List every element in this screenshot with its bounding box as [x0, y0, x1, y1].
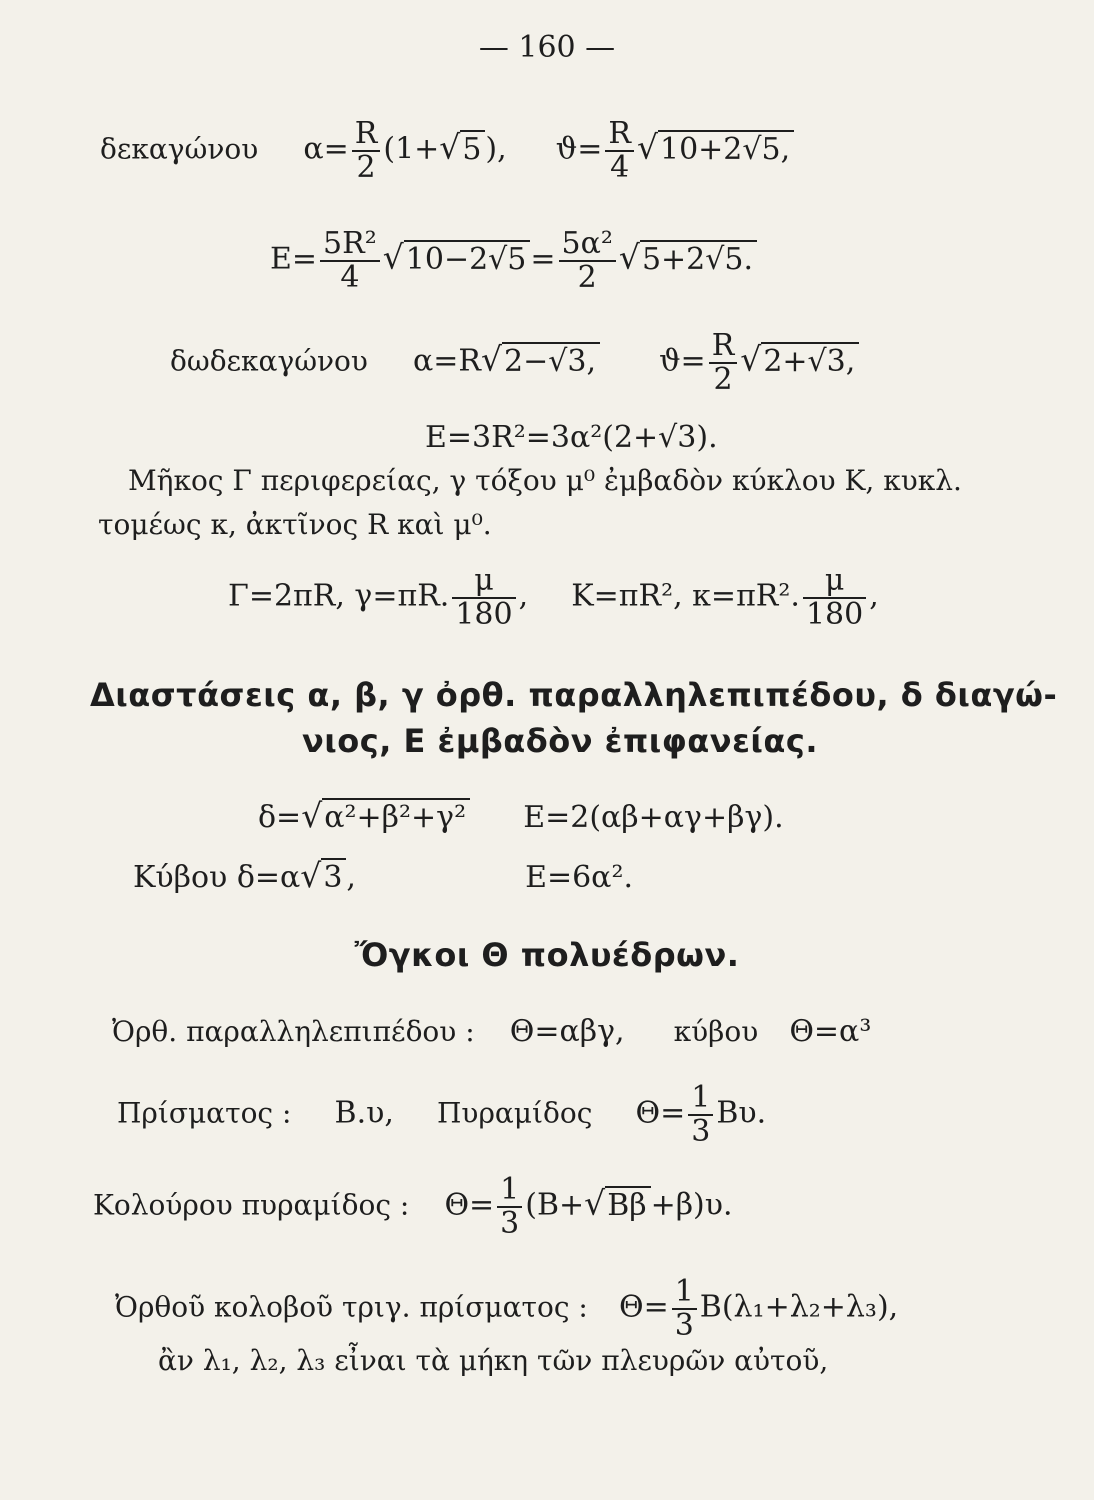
cube-formula: Κύβου δ=α√3 , E=6α². — [133, 856, 634, 895]
fraction: $\frac{\text{5R²}}{4}$ — [320, 228, 380, 293]
diagonal-formula: δ=√α²+β²+γ² E=2(αβ+αγ+βγ). — [258, 796, 784, 835]
decagon-side-formula: δεκαγώνου α= $\frac{R}{2}$ (1+√5 ), ϑ= $\frac{R}{4}$ √10+2√5, — [100, 118, 794, 183]
fraction: $\frac{R}{2}$ — [352, 118, 381, 183]
page-number: — 160 — — [478, 30, 616, 65]
fraction: $\frac{R}{2}$ — [709, 330, 738, 395]
fraction: $\frac{\mu}{180}$ — [452, 565, 515, 630]
fraction: $\frac{1}{3}$ — [672, 1276, 697, 1341]
section-heading-volumes: Ὄγκοι Θ πολυέδρων. — [354, 936, 740, 974]
circle-formulas: Γ=2πR, γ=πR. $\frac{\mu}{180}$ , K=πR², κ=πR². $\frac{\mu}{180}$ , — [228, 563, 879, 632]
section-heading-parallelepiped-line1: Διαστάσεις α, β, γ ὀρθ. παραλληλεπιπέδου, δ διαγώ- — [90, 676, 1058, 714]
fraction: $\frac{1}{3}$ — [497, 1174, 522, 1239]
prism-pyramid-volume: Πρίσματος : B.υ, Πυραμίδος Θ= $\frac{1}{3}$ Bυ. — [117, 1080, 767, 1149]
circle-description-line2: τομέως κ, ἀκτῖνος R καὶ μ⁰. — [98, 508, 492, 541]
fraction: $\frac{1}{3}$ — [688, 1082, 713, 1147]
truncated-prism-volume: Ὀρθοῦ κολοβοῦ τριγ. πρίσματος : Θ= $\frac{1}{3}$ B(λ₁+λ₂+λ₃), — [115, 1274, 899, 1343]
dodecagon-label: δωδεκαγώνου — [170, 344, 368, 378]
section-heading-parallelepiped-line2: νιος, Ε ἐμβαδὸν ἐπιφανείας. — [302, 722, 818, 760]
decagon-label: δεκαγώνου — [100, 132, 259, 166]
fraction: $\frac{\mu}{180}$ — [803, 565, 866, 630]
dodecagon-area-formula: E=3R²=3α²(2+√3). — [425, 420, 718, 455]
fraction: $\frac{\text{5α²}}{2}$ — [559, 228, 616, 293]
truncated-prism-note: ἂν λ₁, λ₂, λ₃ εἶναι τὰ μήκη τῶν πλευρῶν αὐτοῦ, — [158, 1344, 829, 1377]
fraction: $\frac{R}{4}$ — [605, 118, 634, 183]
frustum-volume: Κολούρου πυραμίδος : Θ= $\frac{1}{3}$ (B+√Bβ +β)υ. — [93, 1172, 733, 1241]
decagon-area-formula: E= $\frac{\text{5R²}}{4}$ √10−2√5 = $\frac{\text{5α²}}{2}$ √5+2√5. — [270, 228, 757, 293]
circle-description-line1: Μῆκος Γ περιφερείας, γ τόξου μ⁰ ἐμβαδὸν κύκλου Κ, κυκλ. — [128, 464, 962, 497]
rect-parallelepiped-volume: Ὀρθ. παραλληλεπιπέδου : Θ=αβγ, κύβου Θ=α³ — [112, 1014, 872, 1049]
dodecagon-side-formula: δωδεκαγώνου α=R√2−√3, ϑ= $\frac{R}{2}$ √2+√3, — [170, 330, 859, 395]
